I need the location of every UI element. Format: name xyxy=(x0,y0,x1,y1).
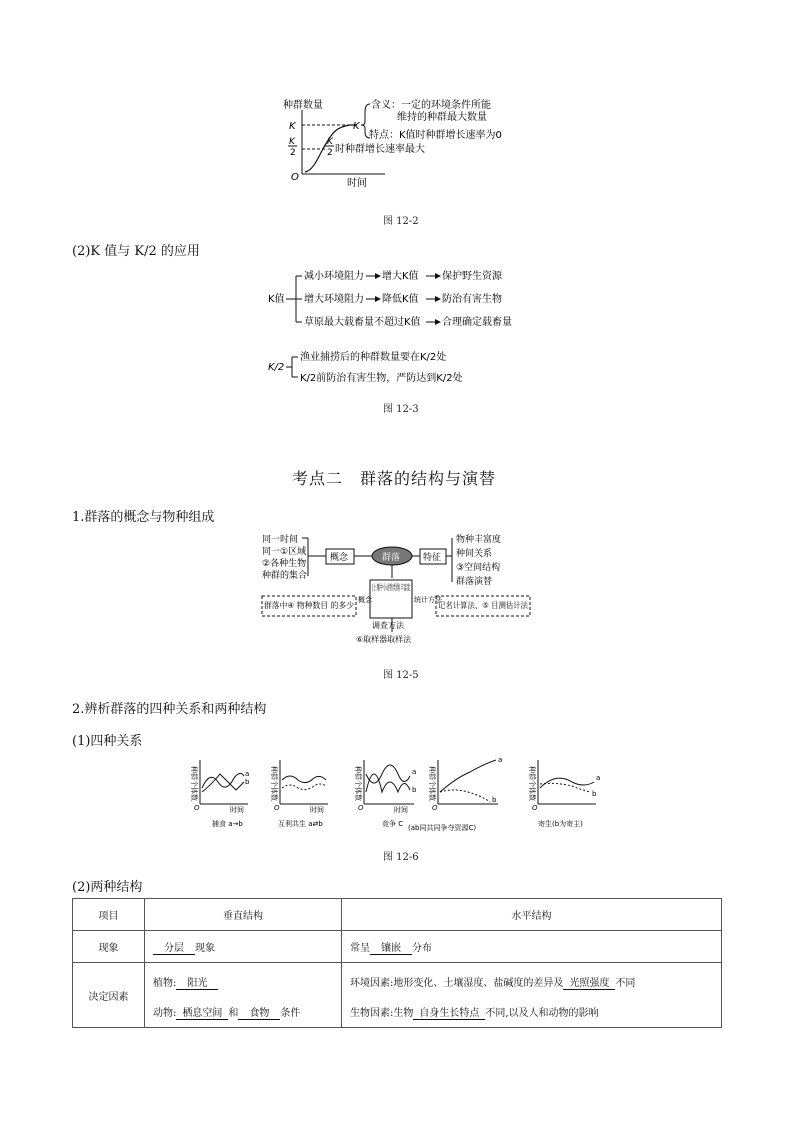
fig2-caption: 图 12-3 xyxy=(383,404,419,415)
g1-a: a xyxy=(245,770,250,778)
graph-competition xyxy=(358,760,476,832)
table-header-row xyxy=(73,899,722,931)
heading-k-value: (2)K 值与 K/2 的应用 xyxy=(72,244,200,259)
graph-parasitism xyxy=(532,760,600,828)
fig3-feature: 特征 xyxy=(423,553,442,563)
fig3-left-0: 同一时间 xyxy=(262,535,299,545)
fig1-meaning2: 维持的种群最大数量 xyxy=(397,112,487,123)
fig1-origin: O xyxy=(291,172,299,183)
community-concept-figure xyxy=(258,532,538,650)
g2-origin: O xyxy=(274,804,280,812)
text-condition: 条件 xyxy=(280,1008,301,1019)
fig3-box-left: 群落中④ 物种数目 的多少 xyxy=(264,601,357,610)
fig3-caption: 图 12-5 xyxy=(383,670,419,681)
g4-b: b xyxy=(492,796,497,804)
g2-label: 互利共生 a⇄b xyxy=(278,820,323,828)
fig3-stat: 统计方法 xyxy=(414,596,442,604)
text-influence: 不同,以及人和动物的影响 xyxy=(485,1008,599,1019)
g1-origin: O xyxy=(194,804,200,812)
g5-b: b xyxy=(592,790,597,798)
table-header-horizontal: 水平结构 xyxy=(342,899,722,931)
blank-habitat: 栖息空间 xyxy=(176,1004,228,1020)
relations-figure xyxy=(186,752,626,836)
fig3-left-1: 同一①区域 xyxy=(262,547,307,557)
fig1-k2-den: 2 xyxy=(290,148,296,158)
fig3-right-0: 物种丰富度 xyxy=(456,535,502,545)
g3-xlabel: 时间 xyxy=(394,806,408,814)
row-phenomenon-label: 现象 xyxy=(73,931,145,963)
logistic-curve-figure xyxy=(275,92,555,192)
fig3-survey: 调查方法 xyxy=(372,621,404,630)
blank-growth: 自身生长特点 xyxy=(413,1004,485,1020)
row-phenomenon-vertical xyxy=(145,931,342,963)
fig1-half-note: 时种群增长速率最大 xyxy=(335,144,425,155)
fig2-r1-a: 减小环境阻力 xyxy=(304,271,364,282)
text-and: 和 xyxy=(228,1008,239,1019)
heading-four-relations: 2.辨析群落的四种关系和两种结构 xyxy=(72,702,267,717)
k-value-application-figure xyxy=(262,264,542,389)
fig2-r2-a: 增大环境阻力 xyxy=(304,294,364,305)
g1-b: b xyxy=(245,778,250,786)
g1-ylabel: 种群个体数 xyxy=(190,766,198,801)
fig3-box-center: (土壤中小动物类群)丰富度 xyxy=(372,583,467,592)
g5-ylabel: 种群个体数 xyxy=(528,766,536,801)
row-factors-horizontal xyxy=(342,963,722,1028)
text-plant: 植物: xyxy=(153,978,177,989)
heading-four-relations-sub: (1)四种关系 xyxy=(72,734,143,749)
text-phenomenon: 现象 xyxy=(195,942,215,954)
fig3-bottom: ⑥取样器取样法 xyxy=(356,635,412,644)
fig2-half-2: K/2前防治有害生物，严防达到K/2处 xyxy=(300,373,463,384)
g3-b: b xyxy=(412,786,417,794)
fig1-xlabel: 时间 xyxy=(347,178,367,189)
fig3-concept: 概念 xyxy=(330,553,349,563)
fig1-ylabel: 种群数量 xyxy=(283,100,323,111)
graph-mutualism xyxy=(274,760,328,828)
fig2-r2-c: 防治有害生物 xyxy=(442,294,502,305)
text-distribution: 分布 xyxy=(412,942,432,954)
text-animal: 动物: xyxy=(153,1008,177,1019)
section-title: 考点二 群落的结构与演替 xyxy=(292,469,497,488)
fig3-left-2: ②各种生物 xyxy=(262,559,307,569)
fig3-box-right: 记名计算法、⑤ 目测估计法 xyxy=(438,601,536,610)
g5-label: 寄生(b为寄主) xyxy=(538,820,583,828)
fig1-k2-num-b: K xyxy=(327,137,333,147)
g3-ylabel: 种群个体数 xyxy=(354,766,362,801)
fig1-feature: 特点：K值时种群增长速率为0 xyxy=(369,130,502,141)
g3-a: a xyxy=(412,768,417,776)
g4-origin: O xyxy=(432,804,438,812)
g2-ylabel: 种群个体数 xyxy=(270,766,278,801)
graph-predation xyxy=(194,760,250,828)
table-row xyxy=(73,963,722,1028)
text-different: 不同 xyxy=(615,978,636,989)
fig2-half-1: 渔业捕捞后的种群数量要在K/2处 xyxy=(300,352,447,363)
row-factors-label: 决定因素 xyxy=(73,963,145,1028)
g5-origin: O xyxy=(532,804,538,812)
g5-a: a xyxy=(596,774,601,782)
fig2-r1-c: 保护野生资源 xyxy=(442,271,502,282)
heading-two-structures: (2)两种结构 xyxy=(72,880,143,895)
table-row xyxy=(73,931,722,963)
blank-food: 食物 xyxy=(238,1004,280,1020)
blank-mosaic: 镶嵌 xyxy=(370,939,412,955)
fig2-r3-a: 草原最大载畜量不超过K值 xyxy=(304,317,421,328)
g1-label: 捕食 a→b xyxy=(212,820,243,828)
g1-xlabel: 时间 xyxy=(230,806,244,814)
fig3-right-2: ③空间结构 xyxy=(456,563,501,573)
graph-exclusion xyxy=(432,756,502,812)
fig1-meaning: 含义：一定的环境条件所能 xyxy=(371,100,491,111)
fig1-caption: 图 12-2 xyxy=(383,216,419,227)
fig1-k2-den-b: 2 xyxy=(327,148,333,158)
fig2-r1-b: 增大K值 xyxy=(382,271,419,282)
heading-community-concept: 1.群落的概念与物种组成 xyxy=(72,510,215,525)
fig4-caption: 图 12-6 xyxy=(383,852,419,863)
text-env: 环境因素:地形变化、土壤湿度、盐碱度的差异及 xyxy=(350,978,564,989)
fig3-right-1: 种间关系 xyxy=(456,549,493,559)
blank-sunlight: 阳光 xyxy=(176,974,218,990)
g2-xlabel: 时间 xyxy=(310,806,324,814)
blank-layering: 分层 xyxy=(153,939,195,955)
g3-label: 竞争 C xyxy=(382,820,404,828)
blank-light: 光照强度 xyxy=(563,974,615,990)
fig3-center: 群落 xyxy=(382,553,401,563)
table-header-item: 项目 xyxy=(73,899,145,931)
fig2-r3-b: 合理确定载畜量 xyxy=(442,317,512,328)
structures-table xyxy=(72,898,722,1028)
text-often: 常呈 xyxy=(350,942,370,954)
fig1-k2-num: K xyxy=(289,137,295,147)
table-header-vertical: 垂直结构 xyxy=(145,899,342,931)
fig2-r2-b: 降低K值 xyxy=(382,294,419,305)
row-phenomenon-horizontal xyxy=(342,931,722,963)
fig2-half-label: K/2 xyxy=(268,362,285,373)
fig3-right-3: 群落演替 xyxy=(456,577,493,587)
g3-origin: O xyxy=(358,804,364,812)
g3-label-note: (ab同共同争夺资源C) xyxy=(408,824,477,832)
fig3-left-3: 种群的集合 xyxy=(262,571,308,581)
fig1-k-label: K xyxy=(289,121,296,132)
fig1-k-point: K xyxy=(353,121,360,132)
row-factors-vertical xyxy=(145,963,342,1028)
fig3-meaning: 概念 xyxy=(358,596,372,604)
g4-ylabel: 种群个体数 xyxy=(428,766,436,801)
fig2-k-label: K值 xyxy=(268,294,285,305)
text-bio: 生物因素:生物 xyxy=(350,1008,414,1019)
g4-a: a xyxy=(498,756,503,764)
